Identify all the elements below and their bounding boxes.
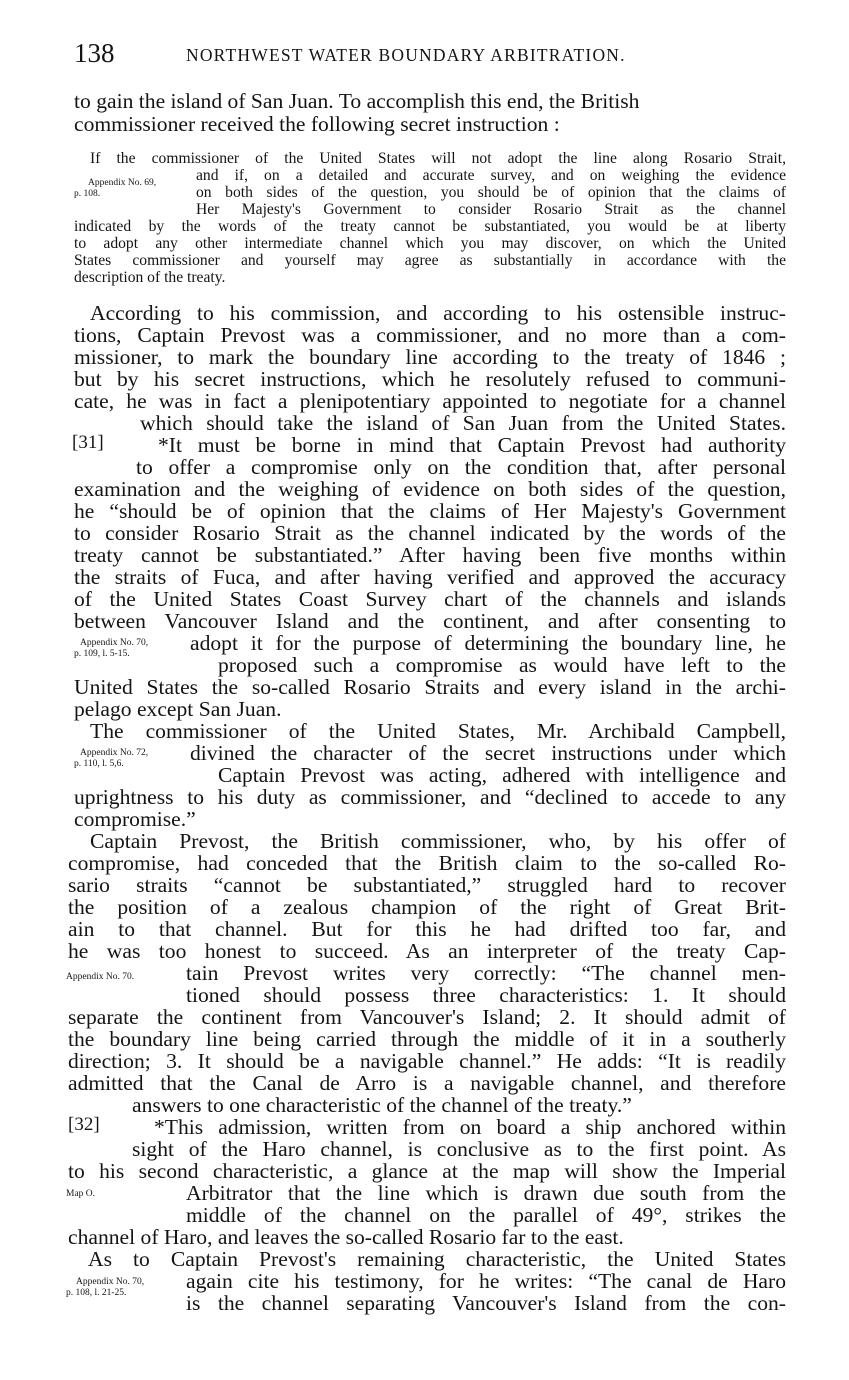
text-line: According to his commission, and according to his ostensible instruc- xyxy=(90,301,786,325)
text-line: The commissioner of the United States, Mr. Archibald Campbell, xyxy=(90,719,786,743)
margin-note: Appendix No. 70, xyxy=(80,638,149,648)
quote-line: description of the treaty. xyxy=(74,269,226,286)
text-line: Arbitrator that the line which is drawn due south from the xyxy=(186,1181,786,1205)
quote-line: Her Majesty's Government to consider Rosario Strait as the channel xyxy=(196,201,786,218)
text-line: again cite his testimony, for he writes: “The canal de Haro xyxy=(186,1269,786,1293)
text-line: which should take the island of San Juan from the United States. xyxy=(140,411,786,435)
margin-note: Appendix No. 72, xyxy=(80,748,149,758)
margin-note: Appendix No. 70, xyxy=(76,1277,145,1287)
text-line: to offer a compromise only on the condition that, after personal xyxy=(136,455,786,479)
text-line: examination and the weighing of evidence on both sides of the question, xyxy=(74,477,786,501)
text-line: admitted that the Canal de Arro is a navigable channel, and therefore xyxy=(68,1071,786,1095)
margin-note: p. 110, l. 5,6. xyxy=(74,759,124,769)
text-line: Captain Prevost was acting, adhered with intelligence and xyxy=(218,763,786,787)
quote-line: and if, on a detailed and accurate survey, and on weighing the evidence xyxy=(196,167,786,184)
text-line: direction; 3. It should be a navigable channel.” He adds: “It is readily xyxy=(68,1049,786,1073)
text-line: *It must be borne in mind that Captain Prevost had authority xyxy=(158,433,786,457)
text-line: compromise.” xyxy=(74,807,196,831)
text-line: is the channel separating Vancouver's Island from the con- xyxy=(186,1291,786,1315)
page-number: 138 xyxy=(74,38,115,68)
margin-note: Appendix No. 69, xyxy=(88,178,157,188)
margin-note: Map O. xyxy=(66,1189,96,1199)
text-line: compromise, had conceded that the British claim to the so-called Ro- xyxy=(68,851,786,875)
text-line: commissioner received the following secret instruction : xyxy=(74,112,560,136)
quote-line: If the commissioner of the United States will not adopt the line along Rosario Strait, xyxy=(90,150,786,167)
quote-line: to adopt any other intermediate channel which you may discover, on which the United xyxy=(74,235,786,252)
margin-note: Appendix No. 70. xyxy=(66,972,135,982)
text-line: the position of a zealous champion of the right of Great Brit- xyxy=(68,895,786,919)
text-line: *This admission, written from on board a ship anchored within xyxy=(154,1115,786,1139)
text-line: middle of the channel on the parallel of 49°, strikes the xyxy=(186,1203,786,1227)
text-line: he was too honest to succeed. As an interpreter of the treaty Cap- xyxy=(68,939,786,963)
text-line: to gain the island of San Juan. To accomplish this end, the British xyxy=(74,89,640,113)
text-line: to consider Rosario Strait as the channel indicated by the words of the xyxy=(74,521,786,545)
text-line: sario straits “cannot be substantiated,” struggled hard to recover xyxy=(68,873,786,897)
text-line: adopt it for the purpose of determining the boundary line, he xyxy=(190,631,786,655)
text-line: to his second characteristic, a glance at the map will show the Imperial xyxy=(68,1159,786,1183)
page-marker: [32] xyxy=(68,1114,100,1135)
text-line: As to Captain Prevost's remaining characteristic, the United States xyxy=(88,1247,786,1271)
text-line: between Vancouver Island and the continent, and after consenting to xyxy=(74,609,786,633)
text-line: tioned should possess three characteristics: 1. It should xyxy=(186,983,786,1007)
text-line: cate, he was in fact a plenipotentiary appointed to negotiate for a channel xyxy=(74,389,786,413)
text-line: United States the so-called Rosario Straits and every island in the archi- xyxy=(74,675,786,699)
quote-line: on both sides of the question, you should be of opinion that the claims of xyxy=(196,184,786,201)
quote-line: States commissioner and yourself may agree as substantially in accordance with the xyxy=(74,252,786,269)
text-line: of the United States Coast Survey chart of the channels and islands xyxy=(74,587,786,611)
text-line: separate the continent from Vancouver's Island; 2. It should admit of xyxy=(68,1005,786,1029)
text-line: but by his secret instructions, which he resolutely refused to communi- xyxy=(74,367,786,391)
text-line: he “should be of opinion that the claims of Her Majesty's Government xyxy=(74,499,786,523)
quote-line: indicated by the words of the treaty cannot be substantiated, you would be at liberty xyxy=(74,218,786,235)
text-line: missioner, to mark the boundary line according to the treaty of 1846 ; xyxy=(74,345,786,369)
text-line: uprightness to his duty as commissioner, and “declined to accede to any xyxy=(74,785,786,809)
margin-note: p. 108. xyxy=(74,189,101,199)
text-line: tain Prevost writes very correctly: “The channel men- xyxy=(186,961,786,985)
text-line: channel of Haro, and leaves the so-called Rosario far to the east. xyxy=(68,1225,624,1249)
text-line: sight of the Haro channel, is conclusive as to the first point. As xyxy=(132,1137,786,1161)
running-title: NORTHWEST WATER BOUNDARY ARBITRATION. xyxy=(186,45,626,65)
text-line: the boundary line being carried through the middle of it in a southerly xyxy=(68,1027,786,1051)
page-marker: [31] xyxy=(72,432,104,453)
text-line: ain to that channel. But for this he had drifted too far, and xyxy=(68,917,786,941)
text-line: Captain Prevost, the British commissioner, who, by his offer of xyxy=(90,829,786,853)
text-line: tions, Captain Prevost was a commissioner, and no more than a com- xyxy=(74,323,786,347)
text-line: the straits of Fuca, and after having verified and approved the accuracy xyxy=(74,565,786,589)
text-line: answers to one characteristic of the channel of the treaty.” xyxy=(132,1093,632,1117)
margin-note: p. 108, l. 21-25. xyxy=(66,1288,127,1298)
text-line: treaty cannot be substantiated.” After having been five months within xyxy=(74,543,786,567)
text-line: proposed such a compromise as would have left to the xyxy=(218,653,786,677)
margin-note: p. 109, l. 5-15. xyxy=(74,649,130,659)
text-line: divined the character of the secret instructions under which xyxy=(190,741,786,765)
text-line: pelago except San Juan. xyxy=(74,697,282,721)
